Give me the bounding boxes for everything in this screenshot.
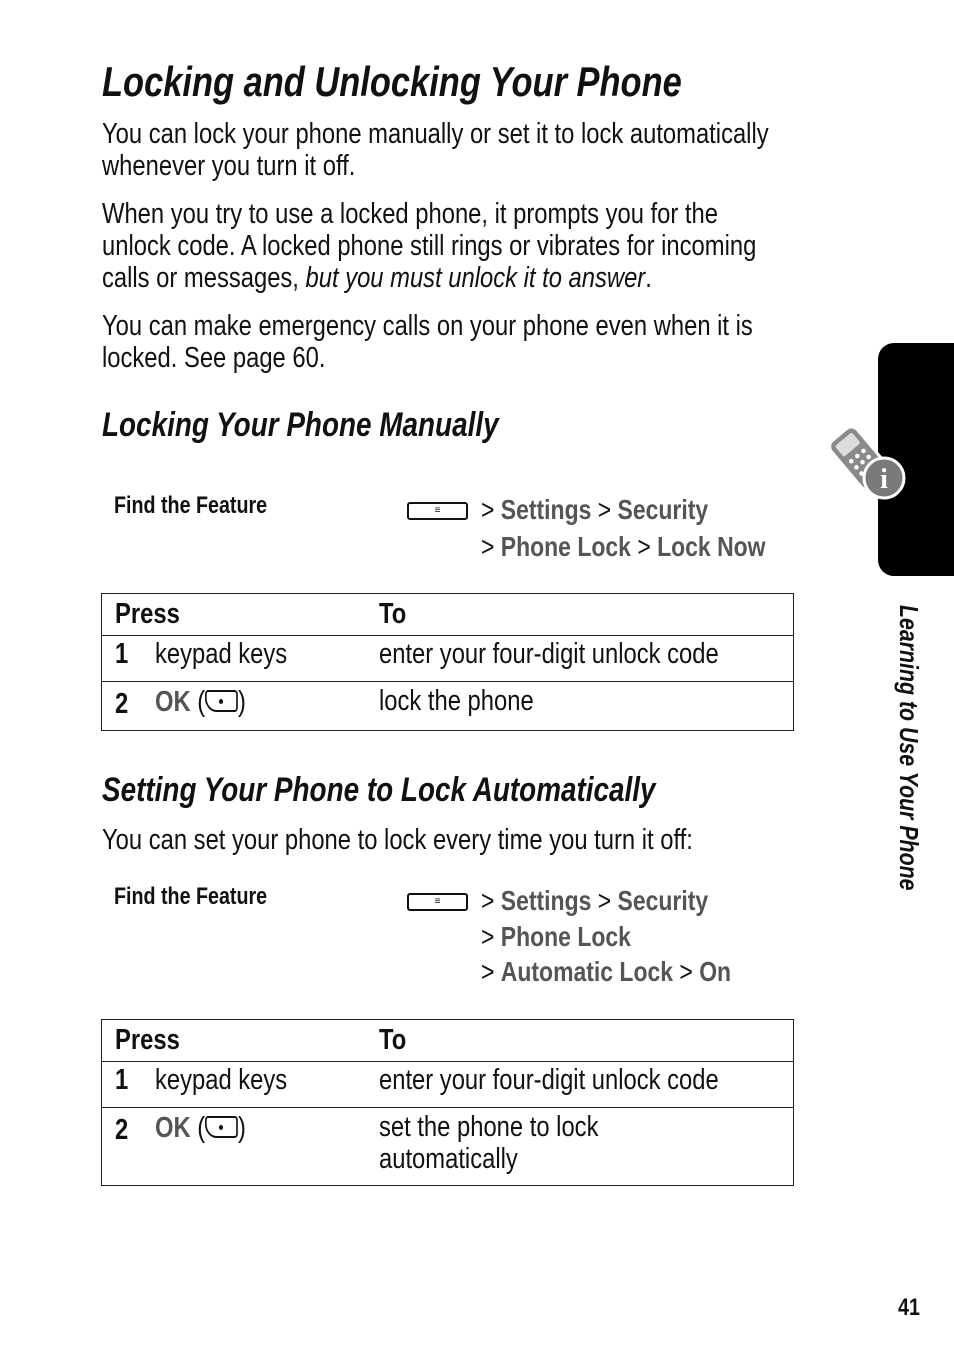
step-number-cell — [102, 682, 143, 731]
step-number: 1 — [115, 1064, 129, 1096]
phone-info-icon — [822, 420, 908, 500]
header-press: Press — [115, 598, 180, 630]
text-run: . — [645, 262, 652, 294]
menu-item-settings: Settings — [500, 885, 592, 916]
text-line: whenever you turn it off. — [102, 150, 356, 182]
side-tab-label: Learning to Use Your Phone — [894, 605, 924, 891]
step-number-cell — [102, 636, 143, 682]
text-line: You can lock your phone manually or set it to lock automatically — [102, 118, 769, 150]
path-separator: > — [637, 531, 651, 562]
menu-key-icon: ≡ — [407, 893, 468, 911]
menu-item-phone-lock: Phone Lock — [500, 531, 631, 562]
text-line: When you try to use a locked phone, it prompts you for the — [102, 198, 718, 230]
menu-path-line — [481, 494, 708, 526]
to-text: lock the phone — [378, 685, 534, 717]
to-text: enter your four-digit unlock code — [378, 638, 719, 670]
header-cell — [366, 594, 794, 636]
menu-path-line — [481, 956, 731, 988]
table-row — [102, 1108, 794, 1186]
press-text: keypad keys — [154, 638, 288, 670]
path-separator: > — [481, 531, 495, 562]
page-title: Locking and Unlocking Your Phone — [102, 58, 682, 105]
svg-text:i: i — [880, 464, 888, 495]
soft-key-icon — [205, 1116, 238, 1138]
find-feature-label: Find the Feature — [114, 492, 268, 519]
text-line: automatically — [378, 1143, 518, 1175]
intro-paragraph-1 — [102, 118, 840, 182]
path-separator: > — [597, 494, 612, 525]
to-text — [379, 1111, 598, 1175]
soft-key-icon — [205, 690, 238, 712]
path-separator: > — [481, 494, 495, 525]
step-number: 1 — [115, 638, 129, 670]
menu-item-on: On — [699, 956, 732, 987]
press-cell — [143, 636, 366, 682]
intro-paragraph-2 — [102, 198, 840, 294]
table-header-row — [102, 1020, 794, 1062]
text-line: You can make emergency calls on your phone even when it is — [102, 310, 753, 342]
ok-key-label: OK — [154, 686, 191, 718]
to-cell — [366, 682, 794, 731]
header-press: Press — [115, 1024, 180, 1056]
emphasis-text: but you must unlock it to answer — [305, 262, 646, 294]
intro-paragraph-3 — [102, 310, 840, 374]
path-separator: > — [679, 956, 693, 987]
menu-item-phone-lock: Phone Lock — [500, 921, 631, 952]
header-cell — [366, 1020, 794, 1062]
menu-key-icon: ≡ — [407, 502, 468, 520]
to-text: enter your four-digit unlock code — [378, 1064, 719, 1096]
paren: ) — [237, 1112, 246, 1144]
section-heading-auto: Setting Your Phone to Lock Automatically — [102, 771, 656, 809]
menu-path-line — [481, 921, 631, 953]
path-separator: > — [597, 885, 612, 916]
press-text: keypad keys — [154, 1064, 288, 1096]
text-line — [102, 262, 840, 294]
step-number-cell — [102, 1062, 143, 1108]
step-number: 2 — [115, 688, 129, 720]
path-separator: > — [481, 956, 495, 987]
menu-path-line — [481, 885, 708, 917]
paren: ) — [237, 686, 246, 718]
text-line: unlock code. A locked phone still rings or vibrates for incoming — [102, 230, 757, 262]
menu-path-line — [481, 531, 766, 563]
path-separator: > — [481, 921, 495, 952]
text-line: set the phone to lock — [378, 1111, 599, 1143]
table-row — [102, 682, 794, 731]
table-row — [102, 1062, 794, 1108]
press-cell — [143, 1062, 366, 1108]
menu-item-lock-now: Lock Now — [657, 531, 766, 562]
menu-item-security: Security — [617, 494, 709, 525]
table-row — [102, 636, 794, 682]
step-number-cell — [102, 1108, 143, 1186]
find-feature-label: Find the Feature — [114, 883, 268, 910]
steps-table-manual — [101, 593, 794, 731]
paren: ( — [197, 1112, 206, 1144]
to-cell — [366, 1108, 794, 1186]
press-cell — [143, 1108, 366, 1186]
step-number: 2 — [115, 1114, 129, 1146]
paren: ( — [197, 686, 206, 718]
press-text — [155, 686, 246, 718]
table-header-row — [102, 594, 794, 636]
page-number: 41 — [898, 1294, 920, 1321]
text-run: calls or messages, — [102, 262, 306, 294]
header-to: To — [378, 598, 406, 630]
header-cell — [102, 1020, 366, 1062]
steps-table-auto — [101, 1019, 794, 1186]
section-heading-manual: Locking Your Phone Manually — [102, 406, 499, 444]
ok-key-label: OK — [154, 1112, 191, 1144]
menu-item-security: Security — [617, 885, 709, 916]
text-line: You can set your phone to lock every time you turn it off: — [102, 824, 693, 856]
to-cell — [366, 1062, 794, 1108]
menu-item-automatic-lock: Automatic Lock — [500, 956, 674, 987]
press-text — [155, 1112, 246, 1144]
auto-intro-paragraph — [102, 824, 840, 856]
press-cell — [143, 682, 366, 731]
menu-item-settings: Settings — [500, 494, 592, 525]
text-line: locked. See page 60. — [102, 342, 326, 374]
header-cell — [102, 594, 366, 636]
to-cell — [366, 636, 794, 682]
header-to: To — [378, 1024, 406, 1056]
path-separator: > — [481, 885, 495, 916]
